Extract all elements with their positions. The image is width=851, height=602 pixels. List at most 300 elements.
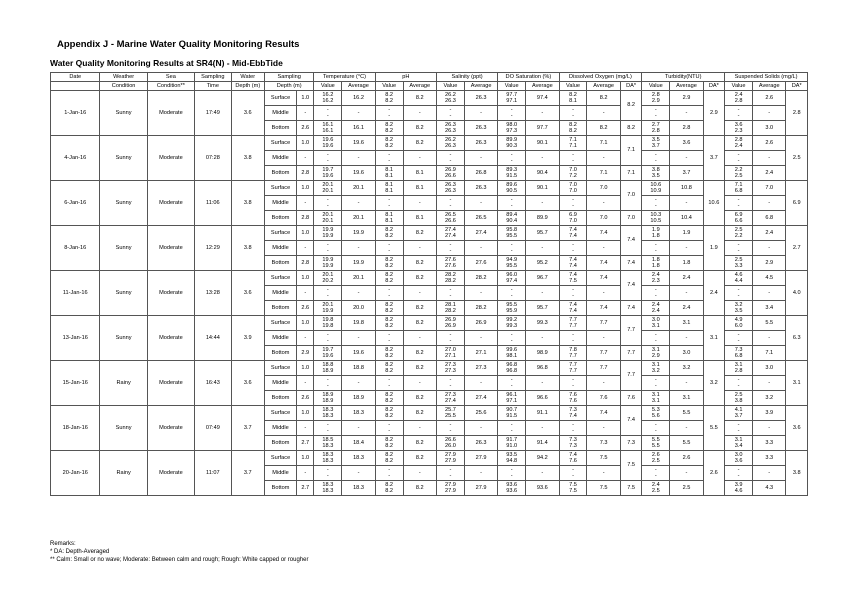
turbidity-value [642,286,670,301]
ph-average: 8.2 [403,271,436,286]
salinity-value [436,121,464,136]
do-saturation-value-reading-1: 89.3 [506,166,518,173]
salinity-value [436,256,464,271]
do-saturation-average: 90.1 [526,136,559,151]
dissolved-oxygen-value-reading-2: - [572,113,574,119]
suspended-solids-value-reading-2: - [737,203,740,209]
do-saturation-value-reading-1: 96.8 [506,361,518,368]
turbidity-value-reading-1: 1.9 [651,226,660,233]
turbidity-value [642,136,670,151]
ph-value-reading-2: - [388,383,391,389]
do-saturation-value [498,211,526,226]
do-saturation-value [498,196,526,211]
dissolved-oxygen-value [559,331,587,346]
suspended-solids-value [725,241,753,256]
suspended-solids-value-reading-1: - [737,106,740,113]
turbidity-value-reading-2: - [654,293,657,299]
ph-value [375,361,403,376]
do-saturation-value-reading-2: 97.1 [506,398,518,404]
do-saturation-value-reading-2: 90.3 [506,143,518,149]
suspended-solids-value [725,106,753,121]
suspended-solids-value-reading-2: 6.8 [734,188,743,194]
salinity-value [436,451,464,466]
dissolved-oxygen-value-reading-2: 7.1 [569,143,577,149]
suspended-solids-average: 3.0 [753,121,786,136]
temperature-value [314,391,342,406]
weather-cell: Rainy [100,361,147,406]
do-saturation-value-reading-1: 90.7 [506,406,518,413]
ph-value-reading-1: - [388,466,391,473]
suspended-solids-value-reading-1: 3.9 [734,481,743,488]
turbidity-value-reading-1: 1.8 [651,256,660,263]
temperature-value [314,196,342,211]
turbidity-value-reading-2: 3.2 [651,368,660,374]
turbidity-value [642,106,670,121]
suspended-solids-average: - [753,466,786,481]
salinity-value-reading-2: - [449,473,452,479]
table-row [51,361,808,376]
dissolved-oxygen-value-reading-2: 7.4 [569,308,577,314]
temperature-average: - [342,421,375,436]
temperature-value-reading-1: - [326,106,329,113]
turbidity-value-reading-1: 3.1 [651,391,660,398]
temperature-value-reading-1: 19.8 [322,316,334,323]
weather-cell: Sunny [100,226,147,271]
temperature-value-reading-2: 19.6 [322,143,334,149]
ph-value-reading-2: - [388,248,391,254]
dissolved-oxygen-average: - [587,331,620,346]
turbidity-value-reading-2: 10.5 [650,218,662,224]
sampling-depth-value: 1.0 [297,181,314,196]
sampling-level-label: Bottom [264,121,296,136]
turbidity-value [642,406,670,421]
salinity-value-reading-2: 26.3 [444,188,456,194]
dissolved-oxygen-average: 7.5 [587,481,620,496]
do-saturation-average: 97.7 [526,121,559,136]
ph-value [375,406,403,421]
do-saturation-average: - [526,196,559,211]
water-depth-cell: 3.6 [231,91,264,136]
do-saturation-value [498,376,526,391]
suspended-solids-value-reading-1: - [737,241,740,248]
do-saturation-value-reading-2: 95.5 [506,263,518,269]
suspended-solids-average: - [753,286,786,301]
dissolved-oxygen-average: 7.4 [587,256,620,271]
date-cell: 8-Jan-16 [51,226,100,271]
appendix-title: Appendix J - Marine Water Quality Monitoring Results [57,39,300,50]
dissolved-oxygen-average: 8.2 [587,91,620,106]
turbidity-average: - [670,331,703,346]
turbidity-average: - [670,106,703,121]
ph-value-reading-1: - [388,286,391,293]
sampling-depth-value: 2.8 [297,166,314,181]
dissolved-oxygen-da: 7.5 [620,451,642,481]
header-sea-sub: Condition** [147,82,194,91]
temperature-value-reading-2: 16.1 [322,128,334,134]
salinity-value-reading-1: 27.6 [444,256,456,263]
do-saturation-average: 90.4 [526,166,559,181]
salinity-value [436,91,464,106]
do-saturation-value-reading-2: - [510,203,513,209]
suspended-solids-value [725,256,753,271]
sampling-level-label: Middle [264,241,296,256]
dissolved-oxygen-value-reading-1: 7.6 [569,391,577,398]
suspended-solids-average: - [753,106,786,121]
do-saturation-value-reading-1: - [510,151,513,158]
turbidity-value [642,181,670,196]
header-average: Average [670,82,703,91]
ph-value-reading-1: - [388,331,391,338]
turbidity-value-reading-1: 2.4 [651,271,660,278]
salinity-value [436,436,464,451]
temperature-average: 20.0 [342,301,375,316]
temperature-value-reading-1: 20.1 [322,271,334,278]
suspended-solids-value-reading-2: 6.8 [734,353,743,359]
do-saturation-value-reading-1: 93.6 [506,481,518,488]
salinity-average: 26.3 [464,436,497,451]
date-cell: 18-Jan-16 [51,406,100,451]
turbidity-value-reading-2: 2.5 [651,488,660,494]
temperature-average: 18.3 [342,451,375,466]
do-saturation-value-reading-2: - [510,113,513,119]
ph-value-reading-2: 8.2 [385,278,394,284]
salinity-value-reading-1: - [449,421,452,428]
temperature-value [314,421,342,436]
sampling-time-cell: 14:44 [195,316,232,361]
turbidity-value [642,256,670,271]
dissolved-oxygen-value [559,436,587,451]
temperature-value-reading-2: 19.9 [322,263,334,269]
dissolved-oxygen-value-reading-1: 7.1 [569,136,577,143]
temperature-value-reading-2: 19.6 [322,353,334,359]
ph-average: - [403,241,436,256]
turbidity-value-reading-2: 2.3 [651,278,660,284]
salinity-value [436,241,464,256]
suspended-solids-value [725,316,753,331]
suspended-solids-value [725,91,753,106]
salinity-average: - [464,376,497,391]
sampling-depth-value: 2.8 [297,211,314,226]
do-saturation-value-reading-1: - [510,331,513,338]
temperature-value-reading-1: - [326,376,329,383]
sampling-depth-value: 1.0 [297,226,314,241]
weather-cell: Sunny [100,271,147,316]
temperature-value-reading-1: 16.2 [322,91,334,98]
turbidity-value-reading-2: 3.5 [651,173,660,179]
turbidity-value-reading-1: 10.3 [650,211,662,218]
suspended-solids-average: 3.9 [753,406,786,421]
ph-average: 8.2 [403,121,436,136]
do-saturation-average: 98.9 [526,346,559,361]
temperature-average: 19.9 [342,256,375,271]
suspended-solids-value-reading-1: 3.0 [734,451,743,458]
header-sea: Sea [147,73,194,82]
date-cell: 15-Jan-16 [51,361,100,406]
dissolved-oxygen-value-reading-2: 7.7 [569,353,577,359]
ph-value [375,166,403,181]
do-saturation-value-reading-1: - [510,106,513,113]
suspended-solids-value [725,361,753,376]
dissolved-oxygen-value-reading-2: 7.7 [569,368,577,374]
suspended-solids-average: 4.5 [753,271,786,286]
water-depth-cell: 3.9 [231,316,264,361]
do-saturation-value [498,331,526,346]
dissolved-oxygen-value [559,121,587,136]
water-depth-cell: 3.8 [231,226,264,271]
salinity-value-reading-2: - [449,203,452,209]
ph-value-reading-2: 8.2 [385,323,394,329]
suspended-solids-value-reading-1: - [737,376,740,383]
turbidity-value [642,481,670,496]
salinity-value [436,286,464,301]
turbidity-value [642,226,670,241]
temperature-value [314,286,342,301]
salinity-value-reading-2: 27.9 [444,488,456,494]
turbidity-value-reading-1: 2.6 [651,451,660,458]
table-body [51,91,808,496]
suspended-solids-value [725,481,753,496]
header-average: Average [587,82,620,91]
header-average: Average [753,82,786,91]
temperature-value [314,361,342,376]
suspended-solids-value-reading-1: 4.9 [734,316,743,323]
ph-value [375,91,403,106]
do-saturation-value-reading-2: 91.5 [506,413,518,419]
dissolved-oxygen-average: 7.7 [587,346,620,361]
turbidity-value-reading-1: - [654,196,657,203]
header-do-saturation: DO Saturation (%) [498,73,559,82]
salinity-value-reading-2: 27.1 [444,353,456,359]
dissolved-oxygen-average: - [587,421,620,436]
dissolved-oxygen-value-reading-2: - [572,248,574,254]
turbidity-average: 2.5 [670,481,703,496]
temperature-value-reading-1: 19.9 [322,256,334,263]
turbidity-value [642,361,670,376]
ph-average: 8.2 [403,391,436,406]
suspended-solids-value-reading-1: 2.2 [734,166,743,173]
temperature-value-reading-2: 19.8 [322,323,334,329]
dissolved-oxygen-value [559,166,587,181]
ph-average: 8.1 [403,181,436,196]
temperature-value [314,91,342,106]
temperature-value-reading-1: 18.9 [322,391,334,398]
suspended-solids-average: 2.6 [753,136,786,151]
sampling-depth-value: 2.6 [297,121,314,136]
suspended-solids-value [725,181,753,196]
suspended-solids-value-reading-2: - [737,473,740,479]
dissolved-oxygen-value [559,241,587,256]
temperature-value-reading-1: 16.1 [322,121,334,128]
ph-value-reading-2: - [388,113,391,119]
dissolved-oxygen-value [559,451,587,466]
water-depth-cell: 3.7 [231,451,264,496]
weather-cell: Sunny [100,136,147,181]
suspended-solids-value-reading-1: - [737,331,740,338]
suspended-solids-value [725,286,753,301]
ph-average: 8.2 [403,256,436,271]
dissolved-oxygen-value-reading-1: 8.2 [569,91,577,98]
do-saturation-value-reading-1: 89.4 [506,211,518,218]
do-saturation-value [498,106,526,121]
dissolved-oxygen-average: 7.4 [587,406,620,421]
table-row [51,181,808,196]
salinity-value-reading-2: 27.9 [444,458,456,464]
ph-value-reading-2: 8.2 [385,98,394,104]
do-saturation-value-reading-2: 95.5 [506,233,518,239]
turbidity-value [642,421,670,436]
dissolved-oxygen-value-reading-2: 7.0 [569,188,577,194]
suspended-solids-da: 2.5 [786,136,808,181]
suspended-solids-average: 7.1 [753,346,786,361]
temperature-value-reading-2: 20.1 [322,218,334,224]
header-sampling-depth: Sampling [264,73,313,82]
salinity-average: - [464,151,497,166]
salinity-value-reading-2: - [449,293,452,299]
do-saturation-value [498,151,526,166]
do-saturation-average: 96.8 [526,361,559,376]
suspended-solids-value [725,421,753,436]
dissolved-oxygen-da: 7.4 [620,226,642,256]
suspended-solids-value-reading-2: 2.5 [734,173,743,179]
sampling-level-label: Middle [264,376,296,391]
ph-value [375,106,403,121]
sampling-depth-value: 1.0 [297,136,314,151]
turbidity-da: 2.4 [703,271,725,316]
table-row [51,316,808,331]
do-saturation-average: 93.6 [526,481,559,496]
salinity-value-reading-1: - [449,286,452,293]
do-saturation-average: - [526,151,559,166]
dissolved-oxygen-average: 7.1 [587,166,620,181]
dissolved-oxygen-value-reading-2: - [572,473,574,479]
header-value: Value [314,82,342,91]
dissolved-oxygen-value [559,181,587,196]
ph-average: 8.2 [403,406,436,421]
dissolved-oxygen-value-reading-2: 8.2 [569,128,577,134]
dissolved-oxygen-value [559,226,587,241]
turbidity-value-reading-2: 3.1 [651,323,660,329]
ph-average: - [403,106,436,121]
dissolved-oxygen-da: 7.7 [620,316,642,346]
do-saturation-value-reading-2: - [510,473,513,479]
dissolved-oxygen-value-reading-1: - [572,106,574,113]
salinity-value-reading-1: 28.2 [444,271,456,278]
suspended-solids-value-reading-2: - [737,383,740,389]
turbidity-average: - [670,421,703,436]
ph-average: 8.2 [403,346,436,361]
salinity-value [436,226,464,241]
suspended-solids-value-reading-1: 4.6 [734,271,743,278]
salinity-value-reading-1: 26.3 [444,181,456,188]
temperature-value-reading-2: 18.3 [322,443,334,449]
turbidity-average: - [670,151,703,166]
salinity-average: 26.9 [464,316,497,331]
ph-value [375,136,403,151]
ph-average: - [403,376,436,391]
turbidity-value [642,91,670,106]
dissolved-oxygen-value-reading-1: 7.0 [569,166,577,173]
salinity-average: - [464,196,497,211]
sampling-level-label: Bottom [264,391,296,406]
dissolved-oxygen-value-reading-1: 7.7 [569,361,577,368]
dissolved-oxygen-value [559,211,587,226]
suspended-solids-value-reading-2: 4.4 [734,278,743,284]
do-saturation-value [498,361,526,376]
do-saturation-value-reading-2: 91.5 [506,173,518,179]
temperature-value [314,256,342,271]
ph-average: 8.2 [403,436,436,451]
turbidity-value-reading-2: 5.6 [651,413,660,419]
turbidity-average: 2.8 [670,121,703,136]
ph-value [375,436,403,451]
do-saturation-average: 95.7 [526,226,559,241]
dissolved-oxygen-average: - [587,106,620,121]
salinity-value-reading-1: 27.3 [444,391,456,398]
salinity-value-reading-2: 26.3 [444,143,456,149]
table-row [51,136,808,151]
turbidity-value-reading-2: - [654,113,657,119]
remarks [50,540,308,564]
ph-value-reading-1: 8.2 [385,226,394,233]
do-saturation-value-reading-2: 94.8 [506,458,518,464]
turbidity-average: 3.0 [670,346,703,361]
temperature-value-reading-2: - [326,383,329,389]
salinity-average: - [464,241,497,256]
ph-value-reading-2: 8.2 [385,398,394,404]
sea-condition-cell: Moderate [147,406,194,451]
salinity-value-reading-2: 28.2 [444,278,456,284]
dissolved-oxygen-value-reading-2: - [572,383,574,389]
header-value: Value [559,82,587,91]
suspended-solids-value-reading-2: 6.0 [734,323,743,329]
temperature-average: - [342,106,375,121]
header-salinity: Salinity (ppt) [436,73,497,82]
turbidity-value-reading-1: 3.0 [651,316,660,323]
dissolved-oxygen-value [559,406,587,421]
salinity-value-reading-1: 26.6 [444,436,456,443]
salinity-average: 27.1 [464,346,497,361]
dissolved-oxygen-value-reading-1: - [572,241,574,248]
dissolved-oxygen-value-reading-1: 7.4 [569,256,577,263]
temperature-average: 20.1 [342,271,375,286]
table-row [51,91,808,106]
dissolved-oxygen-da: 7.7 [620,361,642,391]
salinity-value-reading-2: 26.3 [444,98,456,104]
do-saturation-value [498,136,526,151]
ph-value-reading-1: - [388,421,391,428]
sampling-depth-value: - [297,196,314,211]
do-saturation-value-reading-1: - [510,466,513,473]
do-saturation-average: 95.7 [526,301,559,316]
turbidity-average: 5.5 [670,406,703,421]
dissolved-oxygen-value-reading-2: 7.4 [569,413,577,419]
salinity-value [436,271,464,286]
temperature-value-reading-2: - [326,203,329,209]
suspended-solids-average: 2.9 [753,256,786,271]
temperature-value [314,451,342,466]
dissolved-oxygen-average: - [587,466,620,481]
dissolved-oxygen-value-reading-1: 6.9 [569,211,577,218]
do-saturation-value [498,316,526,331]
salinity-value-reading-2: 25.5 [444,413,456,419]
dissolved-oxygen-value [559,136,587,151]
do-saturation-value-reading-2: - [510,158,513,164]
ph-value-reading-2: 8.1 [385,173,394,179]
ph-average: - [403,421,436,436]
salinity-value [436,361,464,376]
temperature-value-reading-2: 18.9 [322,368,334,374]
ph-value [375,421,403,436]
